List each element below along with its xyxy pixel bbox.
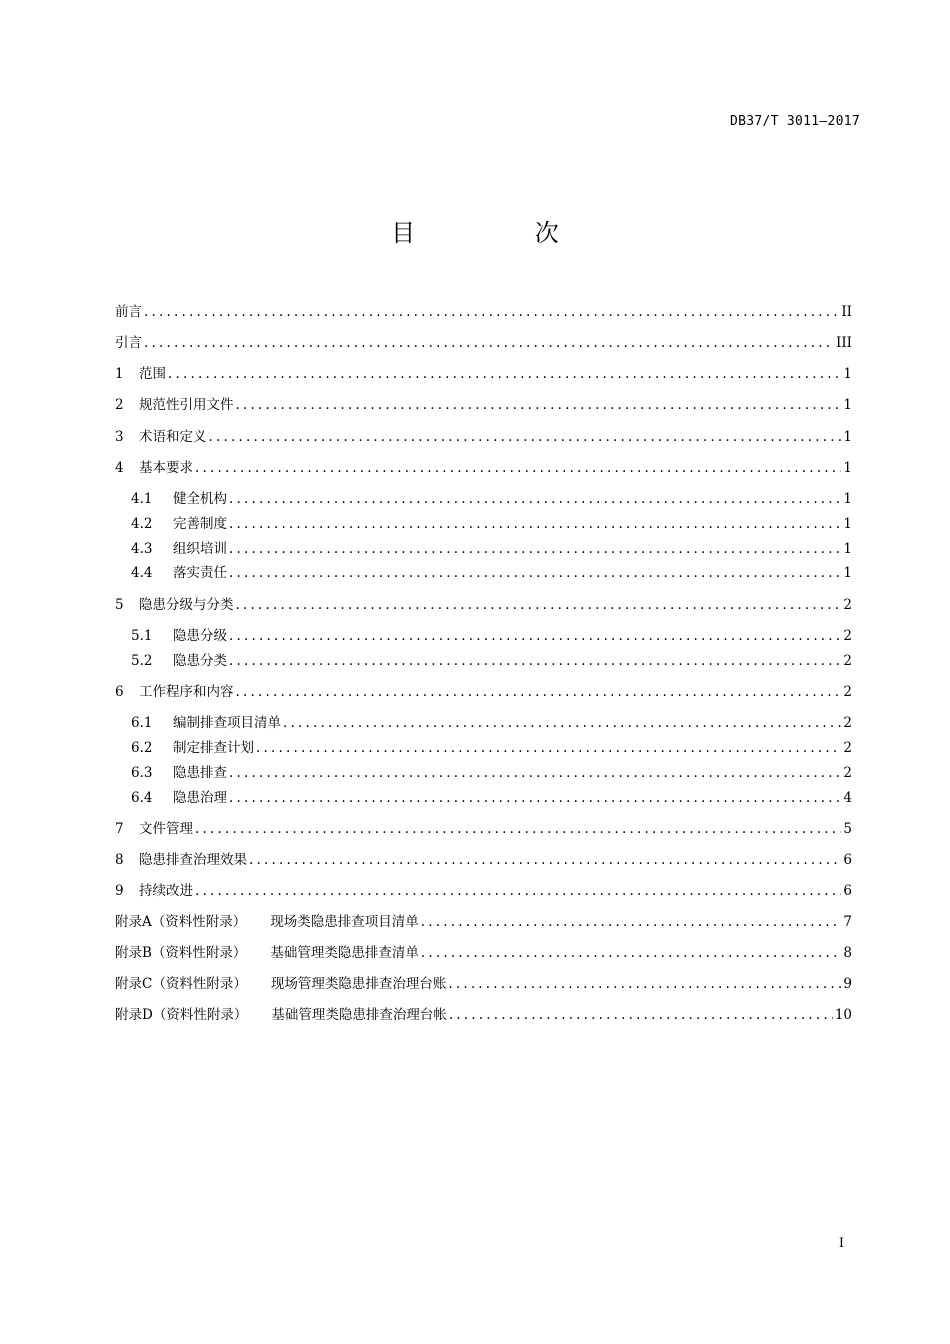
toc-entry-label: 隐患分级: [173, 628, 227, 644]
toc-entry-page: 2: [843, 628, 852, 644]
toc-entry-6-1[interactable]: [131, 713, 852, 733]
toc-entry-4-4[interactable]: [131, 563, 852, 583]
toc-entry-4-2[interactable]: [131, 514, 852, 534]
toc-entry-label: 现场类隐患排查项目清单: [270, 914, 419, 930]
toc-entry-label: 制定排查计划: [173, 740, 254, 756]
toc-entry-label: 持续改进: [139, 883, 193, 899]
toc-entry-label: 编制排查项目清单: [173, 715, 281, 731]
toc-entry-page: 2: [843, 715, 852, 731]
toc-entry-number: 4.2: [131, 516, 153, 532]
toc-entry-label: 隐患分类: [173, 653, 227, 669]
toc-entry-page: 8: [843, 945, 852, 961]
toc-entry-page: 4: [843, 790, 852, 806]
toc-entry-label: 文件管理: [139, 821, 193, 837]
toc-entry-number: 5.2: [131, 653, 153, 669]
toc-leader-dots: [283, 713, 841, 733]
toc-entry-5-2[interactable]: [131, 651, 852, 671]
toc-entry-appendix-d[interactable]: [115, 1005, 852, 1025]
toc-entry-6[interactable]: [115, 682, 852, 702]
toc-entry-page: 5: [843, 821, 852, 837]
toc-entry-page: 2: [843, 740, 852, 756]
toc-leader-dots: [195, 819, 841, 839]
toc-leader-dots: [229, 539, 841, 559]
toc-entry-label: 基础管理类隐患排查治理台帐: [271, 1007, 447, 1023]
toc-leader-dots: [144, 333, 834, 353]
toc-entry-label: 现场管理类隐患排查治理台账: [270, 976, 447, 992]
toc-leader-dots: [209, 427, 842, 447]
toc-entry-number: 2: [115, 397, 124, 413]
toc-title: 目 次: [391, 219, 615, 247]
toc-entry-page: II: [841, 304, 852, 320]
toc-entry-label: 术语和定义: [139, 429, 207, 445]
toc-entry-page: 1: [843, 516, 852, 532]
toc-entry-number: 6.4: [131, 790, 153, 806]
toc-entry-appendix-a[interactable]: [115, 912, 852, 932]
toc-entry-1[interactable]: [115, 364, 852, 384]
toc-entry-page: 10: [834, 1007, 852, 1023]
toc-entry-page: 2: [843, 765, 852, 781]
toc-entry-label: 前言: [115, 304, 142, 320]
toc-entry-page: 1: [843, 460, 852, 476]
toc-entry-number: 附录B（资料性附录）: [115, 945, 247, 961]
toc-entry-number: 5: [115, 597, 124, 613]
toc-entry-number: 4: [115, 460, 124, 476]
toc-entry-introduction[interactable]: [115, 333, 852, 353]
toc-entry-number: 1: [115, 366, 124, 382]
toc-entry-number: 6: [115, 684, 124, 700]
toc-entry-number: 9: [115, 883, 124, 899]
toc-entry-label: 范围: [139, 366, 166, 382]
toc-leader-dots: [256, 738, 841, 758]
toc-entry-page: 1: [843, 491, 852, 507]
toc-entry-number: 7: [115, 821, 124, 837]
toc-entry-number: 附录D（资料性附录）: [115, 1007, 248, 1023]
toc-entry-9[interactable]: [115, 881, 852, 901]
toc-leader-dots: [229, 489, 841, 509]
toc-entry-appendix-c[interactable]: [115, 974, 852, 994]
toc-entry-page: 2: [843, 597, 852, 613]
toc-leader-dots: [421, 912, 842, 932]
toc-entry-7[interactable]: [115, 819, 852, 839]
toc-entry-number: 4.1: [131, 491, 153, 507]
toc-entry-label: 健全机构: [173, 491, 227, 507]
toc-leader-dots: [229, 763, 841, 783]
toc-entry-8[interactable]: [115, 850, 852, 870]
toc-entry-4[interactable]: [115, 458, 852, 478]
toc-entry-label: 落实责任: [173, 565, 227, 581]
toc-leader-dots: [449, 1005, 833, 1025]
toc-leader-dots: [229, 626, 841, 646]
toc-entry-label: 引言: [115, 335, 142, 351]
toc-entry-label: 隐患排查治理效果: [139, 852, 247, 868]
toc-entry-3[interactable]: [115, 427, 852, 447]
toc-entry-label: 隐患分级与分类: [139, 597, 234, 613]
toc-leader-dots: [195, 881, 841, 901]
toc-entry-appendix-b[interactable]: [115, 943, 852, 963]
toc-leader-dots: [249, 850, 841, 870]
toc-entry-label: 完善制度: [173, 516, 227, 532]
toc-leader-dots: [448, 974, 841, 994]
toc-entry-page: 1: [843, 541, 852, 557]
toc-entry-label: 规范性引用文件: [139, 397, 234, 413]
toc-entry-label: 基础管理类隐患排查清单: [270, 945, 419, 961]
toc-entry-foreword[interactable]: [115, 302, 852, 322]
toc-entry-page: 2: [843, 653, 852, 669]
toc-entry-label: 隐患排查: [173, 765, 227, 781]
toc-entry-number: 附录C（资料性附录）: [115, 976, 247, 992]
toc-leader-dots: [195, 458, 841, 478]
toc-leader-dots: [229, 563, 841, 583]
toc-leader-dots: [229, 651, 841, 671]
toc-leader-dots: [144, 302, 839, 322]
toc-leader-dots: [229, 788, 841, 808]
toc-entry-2[interactable]: [115, 395, 852, 415]
toc-entry-number: 6.3: [131, 765, 153, 781]
toc-leader-dots: [236, 595, 842, 615]
toc-entry-5-1[interactable]: [131, 626, 852, 646]
toc-entry-6-2[interactable]: [131, 738, 852, 758]
toc-entry-page: 1: [843, 366, 852, 382]
toc-entry-page: 1: [843, 565, 852, 581]
toc-entry-5[interactable]: [115, 595, 852, 615]
toc-entry-4-1[interactable]: [131, 489, 852, 509]
toc-entry-number: 6.1: [131, 715, 153, 731]
toc-leader-dots: [236, 395, 842, 415]
toc-entry-page: 6: [843, 883, 852, 899]
toc-entry-page: 1: [843, 429, 852, 445]
document-code: DB37/T 3011—2017: [729, 114, 860, 129]
toc-entry-number: 5.1: [131, 628, 153, 644]
toc-entry-label: 隐患治理: [173, 790, 227, 806]
toc-entry-6-4[interactable]: [131, 788, 852, 808]
toc-leader-dots: [229, 514, 841, 534]
toc-leader-dots: [168, 364, 841, 384]
toc-entry-label: 工作程序和内容: [139, 684, 234, 700]
toc-entry-4-3[interactable]: [131, 539, 852, 559]
page-number: I: [838, 1236, 844, 1251]
toc-entry-label: 基本要求: [139, 460, 193, 476]
toc-entry-number: 4.4: [131, 565, 153, 581]
toc-entry-number: 8: [115, 852, 124, 868]
toc-entry-page: 7: [843, 914, 852, 930]
toc-entry-number: 附录A（资料性附录）: [115, 914, 247, 930]
toc-leader-dots: [236, 682, 842, 702]
toc-leader-dots: [421, 943, 841, 963]
toc-entry-page: 1: [843, 397, 852, 413]
toc-entry-number: 4.3: [131, 541, 153, 557]
toc-entry-page: 2: [843, 684, 852, 700]
toc-entry-6-3[interactable]: [131, 763, 852, 783]
toc-entry-number: 3: [115, 429, 124, 445]
toc-entry-page: III: [836, 335, 852, 351]
toc-entry-label: 组织培训: [173, 541, 227, 557]
toc-entry-page: 9: [843, 976, 852, 992]
toc-entry-page: 6: [843, 852, 852, 868]
toc-entry-number: 6.2: [131, 740, 153, 756]
